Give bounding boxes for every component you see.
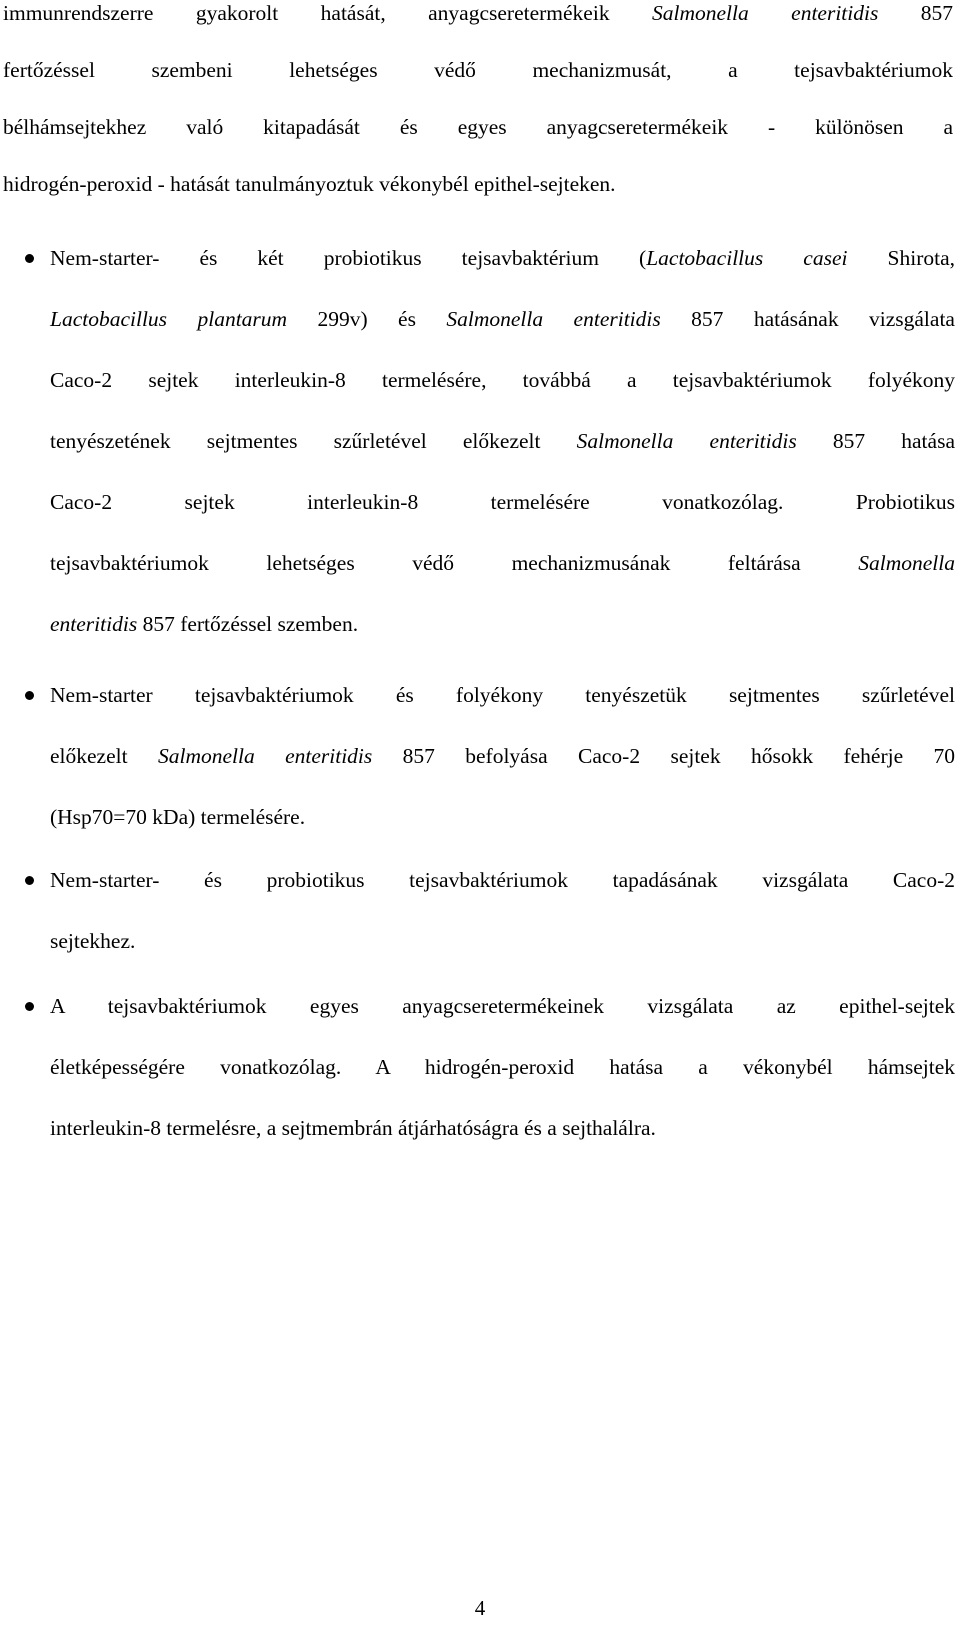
- intro-line-1: [3, 0, 953, 42]
- bullet-icon: [25, 1002, 34, 1011]
- intro-paragraph: [3, 0, 953, 213]
- species-name: Lactobacillus plantarum: [50, 307, 288, 331]
- text-run: tenyészetének sejtmentes szűrletével előkezelt: [50, 429, 577, 453]
- bullet-line: [50, 289, 955, 350]
- bullet-line: [50, 228, 955, 289]
- species-name: Salmonella: [858, 551, 955, 575]
- bullet-icon: [25, 254, 34, 263]
- text-run: tejsavbaktériumok lehetséges védő mechanizmusának feltárása: [50, 551, 859, 575]
- text-run: 857: [878, 1, 954, 25]
- text-run: előkezelt: [50, 744, 158, 768]
- species-name: Salmonella enteritidis: [652, 1, 879, 25]
- text-run: 857 hatása: [796, 429, 955, 453]
- bullet-text: [50, 228, 955, 655]
- intro-line-4: hidrogén-peroxid - hatását tanulmányoztuk vékonybél epithel-sejteken.: [3, 172, 616, 196]
- text-run: 299v) és: [287, 307, 447, 331]
- species-name: Salmonella enteritidis: [157, 744, 373, 768]
- bullet-line: sejtekhez.: [50, 929, 136, 953]
- bullet-line: (Hsp70=70 kDa) termelésére.: [50, 805, 306, 829]
- bullet-text: [50, 976, 955, 1159]
- bullet-line: Nem-starter- és probiotikus tejsavbaktériumok tapadásának vizsgálata Caco-2: [50, 868, 955, 892]
- text-run: Nem-starter- és két probiotikus tejsavbaktérium (: [50, 246, 647, 270]
- bullet-text: [50, 665, 955, 848]
- bullet-line: Nem-starter tejsavbaktériumok és folyékony tenyészetük sejtmentes szűrletével: [50, 683, 955, 707]
- intro-line-2: fertőzéssel szembeni lehetséges védő mechanizmusát, a tejsavbaktériumok: [3, 58, 953, 82]
- page-number: 4: [474, 1596, 486, 1620]
- bullet-icon: [25, 691, 34, 700]
- bullet-line: [50, 533, 955, 594]
- bullet-line: [50, 594, 955, 655]
- text-run: immunrendszerre gyakorolt hatását, anyagcseretermékeik: [3, 1, 652, 25]
- species-name: Salmonella enteritidis: [446, 307, 661, 331]
- bullet-text: [50, 850, 955, 972]
- text-run: 857 hatásának vizsgálata: [660, 307, 955, 331]
- species-name: Salmonella enteritidis: [576, 429, 797, 453]
- bullet-line: [50, 411, 955, 472]
- species-name: enteritidis: [50, 612, 138, 636]
- bullet-line: életképességére vonatkozólag. A hidrogén-peroxid hatása a vékonybél hámsejtek: [50, 1055, 955, 1079]
- bullet-icon: [25, 876, 34, 885]
- intro-line-3: bélhámsejtekhez való kitapadását és egyes anyagcseretermékeik - különösen a: [3, 115, 953, 139]
- text-run: 857 fertőzéssel szemben.: [137, 612, 359, 636]
- bullet-line: interleukin-8 termelésre, a sejtmembrán átjárhatóságra és a sejthalálra.: [50, 1116, 656, 1140]
- bullet-line: Caco-2 sejtek interleukin-8 termelésére, továbbá a tejsavbaktériumok folyékony: [50, 368, 955, 392]
- text-run: Shirota,: [847, 246, 956, 270]
- bullet-line: [50, 726, 955, 787]
- bullet-line: A tejsavbaktériumok egyes anyagcseretermékeinek vizsgálata az epithel-sejtek: [50, 994, 955, 1018]
- species-name: Lactobacillus casei: [646, 246, 848, 270]
- text-run: 857 befolyása Caco-2 sejtek hősokk fehérje 70: [372, 744, 955, 768]
- bullet-line: Caco-2 sejtek interleukin-8 termelésére vonatkozólag. Probiotikus: [50, 490, 955, 514]
